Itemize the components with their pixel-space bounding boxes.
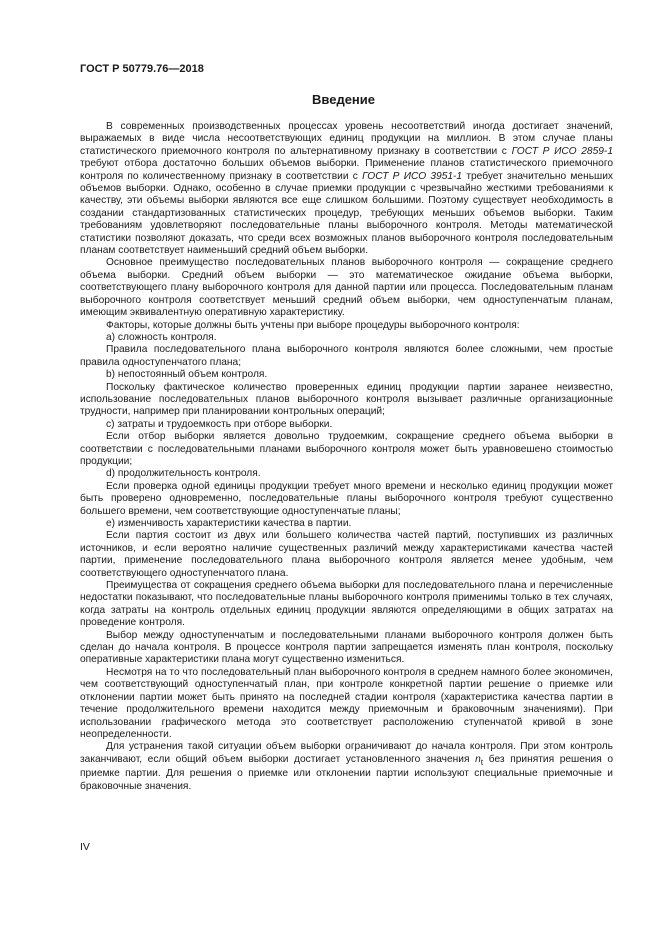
body-text: [80, 121, 613, 793]
subscript-run: t: [480, 756, 484, 767]
paragraph: [80, 481, 613, 518]
page-number: IV: [80, 841, 90, 853]
text-run: Основное преимущество последовательных планов выборочного контроля — сокращение среднего объема выборки. Средний объем выборки — это математическое ожидание объема выборки, соответствующего плану выборочного контроля для данной партии или процесса. Последовательным планам выборочного контроля соответствует меньший средний объем выборки, чем одноступенчатым планам, имеющим эквивалентную оперативную характеристику.: [80, 257, 613, 319]
text-run: Если проверка одной единицы продукции требует много времени и несколько единиц продукции может быть проверено одновременно, последовательные планы выборочного контроля требуют существенно большего времени, чем соответствующие одноступенчатые планы;: [80, 480, 613, 517]
text-run: e) изменчивость характеристики качества в партии.: [106, 518, 352, 529]
paragraph: [80, 344, 613, 369]
text-run: Для устранения такой ситуации объем выборки ограничивают до начала контроля. При этом контроль заканчивают, если общий объем выборки достигает установленного значения: [80, 741, 613, 765]
text-run: b) непостоянный объем контроля.: [106, 369, 268, 381]
text-run: В современных производственных процессах уровень несоответствий иногда достигает значений, выражаемых в виде числа несоответствующих единиц продукции на миллион. В этом случае планы статистического приемочного контроля по альтернативному признаку в соответствии с: [80, 121, 613, 157]
italic-run: n: [475, 753, 481, 765]
section-title: Введение: [312, 92, 375, 107]
paragraph: [80, 431, 613, 468]
paragraph: [80, 468, 613, 480]
text-run: c) затраты и трудоемкость при отборе выборки.: [106, 418, 333, 430]
paragraph: [80, 667, 613, 741]
text-run: d) продолжительность контроля.: [106, 468, 261, 480]
text-run: Если отбор выборки является довольно трудоемким, сокращение среднего объема выборки в соответствии с последовательными планами выборочного контроля может быть уравновешено стоимостью продукции;: [80, 431, 613, 467]
paragraph: [80, 332, 613, 344]
paragraph: [80, 320, 613, 332]
italic-run: ГОСТ Р ИСО 3951-1: [362, 170, 463, 182]
text-run: Если партия состоит из двух или большего количества частей партий, поступивших из различных источников, и если вероятно наличие существенных различий между характеристиками качества частей партии, применение последовательного плана выборочного контроля является менее удобным, чем соответствующего одноступенчатого плана.: [80, 530, 613, 579]
text-run: Правила последовательного плана выборочного контроля являются более сложными, чем простые правила одноступенчатого плана;: [80, 344, 613, 368]
text-run: a) сложность контроля.: [106, 331, 217, 343]
standard-number: ГОСТ Р 50779.76—2018: [80, 63, 204, 75]
text-run: без принятия решения о приемке партии. Для решения о приемке или отклонении партии используют специальные приемочные и браковочные значения.: [80, 753, 613, 792]
paragraph: [80, 382, 613, 419]
text-run: Выбор между одноступенчатым и последовательными планами выборочного контроля должен быть сделан до начала контроля. В процессе контроля партии запрещается изменять план контроля, поскольку оперативные характеристики плана могут существенно измениться.: [80, 629, 613, 666]
text-run: Поскольку фактическое количество проверенных единиц продукции партии заранее неизвестно, использование последовательных планов выборочного контроля вызывает различные организационные трудности, например при планировании контрольных операций;: [80, 381, 613, 418]
paragraph: [80, 530, 613, 580]
paragraph: [80, 419, 613, 431]
paragraph: [80, 369, 613, 381]
text-run: требует значительно меньших объемов выборки. Однако, особенно в случае приемки продукции с чрезвычайно жесткими требованиями к качеству, эти объемы выборки являются все еще слишком большими. Поэтому существует необходимость в создании стандартизованных статистических процедур, требующих меньших объемов выборки. Таким требованиям удовлетворяют последовательные планы выборочного контроля. Методы математической статистики позволяют доказать, что среди всех возможных планов выборочного контроля последовательным планам соответствует наименьший средний объем выборки.: [80, 170, 613, 257]
text-run: Факторы, которые должны быть учтены при выборе процедуры выборочного контроля:: [106, 319, 520, 331]
italic-run: ГОСТ Р ИСО 2859-1: [511, 145, 613, 157]
paragraph: [80, 580, 613, 630]
text-run: Преимущества от сокращения среднего объема выборки для последовательного плана и перечисленные недостатки показывают, что последовательные планы выборочного контроля применимы только в тех случаях, когда затраты на контроль отдельных единиц продукции являются определяющими в общих затратах на проведение контроля.: [80, 580, 613, 629]
text-run: Несмотря на то что последовательный план выборочного контроля в среднем намного более экономичен, чем соответствующий одноступенчатый план, при контроле конкретной партии решение о приемке или отклонении партии может быть принято на последней стадии контроля (характеристика качества партии в течение продолжительного времени находится между приемочным и браковочным значениями). При использовании графического метода это соответствует расположению ступенчатой кривой в зоне неопределенности.: [80, 666, 613, 740]
paragraph: [80, 518, 613, 530]
text-run: требуют отбора достаточно больших объемов выборки. Применение планов статистического приемочного контроля по количественному признаку в соответствии с: [80, 158, 613, 182]
paragraph: [80, 630, 613, 667]
paragraph: [80, 121, 613, 257]
paragraph: [80, 257, 613, 319]
paragraph: [80, 741, 613, 793]
